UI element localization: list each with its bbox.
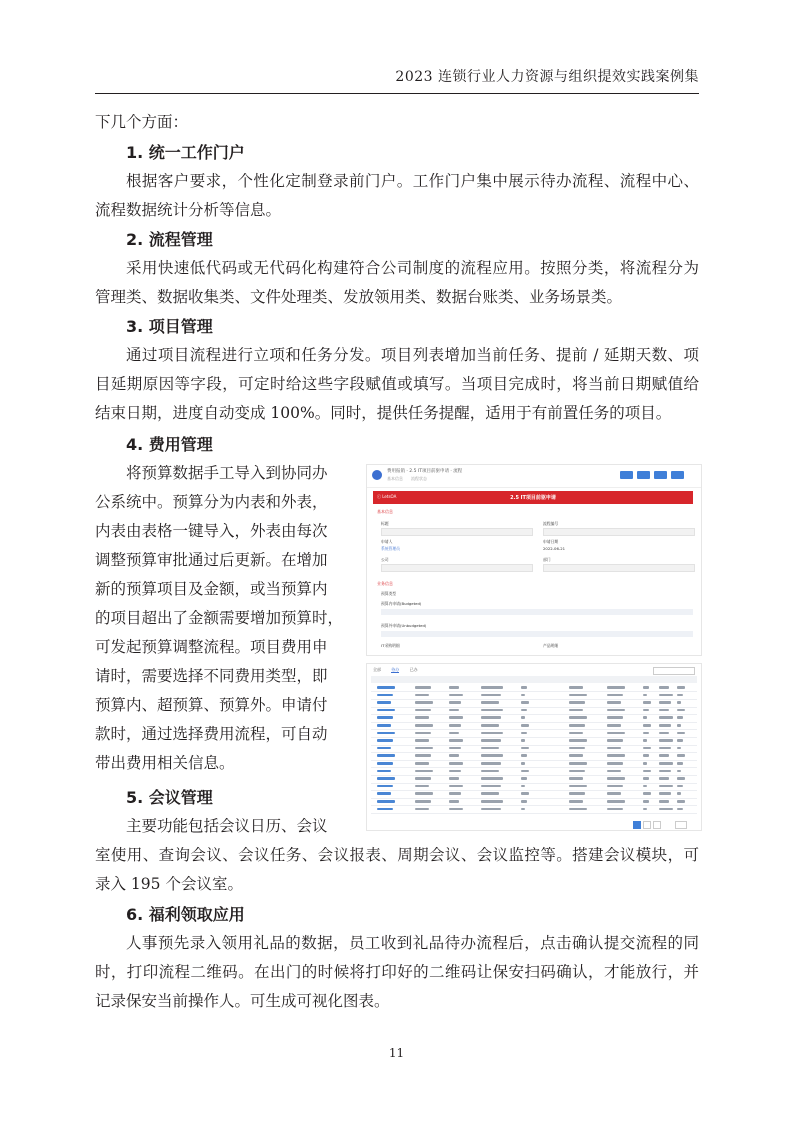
form-label: 部门 bbox=[543, 557, 551, 562]
body-4-line: 可发起预算调整流程。项目费用申 bbox=[95, 638, 328, 656]
toolbar-button bbox=[654, 471, 667, 479]
section-heading-1: 1. 统一工作门户 bbox=[126, 143, 245, 162]
form-label: 预算内申请(Budgeted) bbox=[381, 601, 422, 606]
section-body-5-rest: 室使用、查询会议、会议任务、会议报表、周期会议、会议监控等。搭建会议模块，可录入 195 个会议室。 bbox=[95, 846, 699, 893]
section-heading-2: 2. 流程管理 bbox=[126, 230, 213, 249]
list-pager bbox=[593, 821, 693, 827]
form-field bbox=[381, 564, 533, 572]
list-tab: 全部 bbox=[373, 667, 381, 672]
form-screenshot bbox=[366, 464, 702, 656]
body-4-line: 调整预算审批通过后更新。在增加 bbox=[95, 551, 328, 569]
form-label: 产品明细 bbox=[543, 643, 559, 648]
form-topbar bbox=[367, 465, 701, 488]
body-4-line: 内表由表格一键导入，外表由每次 bbox=[95, 522, 328, 540]
form-logo-text: ⓒ LetsOA bbox=[377, 494, 397, 499]
section-heading-5: 5. 会议管理 bbox=[126, 788, 213, 807]
form-label: 预算类型 bbox=[381, 591, 397, 596]
body-4-line: 预算内、超预算、预算外。申请付 bbox=[95, 696, 328, 714]
list-tab: 已办 bbox=[409, 667, 418, 672]
list-row bbox=[371, 806, 697, 814]
toolbar-button bbox=[620, 471, 633, 479]
table-header bbox=[381, 631, 693, 637]
body-4-line: 的项目超出了金额需要增加预算时， bbox=[95, 609, 344, 627]
list-tab-active: 待办 bbox=[391, 667, 400, 672]
body-4-line: 公系统中。预算分为内表和外表， bbox=[95, 493, 328, 511]
list-tabs bbox=[373, 667, 427, 673]
form-label: 标题 bbox=[381, 521, 389, 526]
body-4-line: 带出费用相关信息。 bbox=[95, 754, 235, 772]
body-4-line: 新的预算项目及金额，或当预算内 bbox=[95, 580, 328, 598]
form-label: 公司 bbox=[381, 557, 389, 562]
form-applicant: 系统管理员 bbox=[381, 546, 400, 551]
body-4-line: 请时，需要选择不同费用类型，即 bbox=[95, 667, 328, 685]
section-body-3: 通过项目流程进行立项和任务分发。项目列表增加当前任务、提前 / 延期天数、项目延期原因等字段，可定时给这些字段赋值或填写。当项目完成时，将当前日期赋值给结束日期，进度自动变成 100%。同时，提供任务提醒，适用于有前置任务的项目。 bbox=[95, 346, 699, 422]
form-field bbox=[543, 564, 695, 572]
app-logo-icon bbox=[372, 470, 382, 480]
form-title-bar bbox=[373, 491, 693, 504]
section-heading-4: 4. 费用管理 bbox=[126, 435, 213, 454]
form-title: 2.5 IT项目前驱申请 bbox=[510, 495, 556, 501]
body-4-line: 将预算数据手工导入到协同办 bbox=[126, 464, 328, 482]
form-label: 预算外申请(Unbudgeted) bbox=[381, 623, 427, 628]
pager-button bbox=[643, 821, 651, 829]
section-heading-3: 3. 项目管理 bbox=[126, 317, 213, 336]
form-label: IT采购明细 bbox=[381, 643, 400, 648]
list-table-header bbox=[371, 676, 697, 683]
toolbar-button bbox=[671, 471, 684, 479]
form-section-basic: 基本信息 bbox=[377, 509, 393, 514]
table-header bbox=[381, 609, 693, 615]
pager-button bbox=[653, 821, 661, 829]
section-body-6: 人事预先录入领用礼品的数据，员工收到礼品待办流程后，点击确认提交流程的同时，打印流程二维码。在出门的时候将打印好的二维码让保安扫码确认，才能放行，并记录保安当前操作人。可生成可视化图表。 bbox=[95, 934, 699, 1010]
form-field bbox=[381, 528, 533, 536]
section-body-5-first: 主要功能包括会议日历、会议 bbox=[126, 817, 328, 835]
pager-button bbox=[675, 821, 687, 829]
pager-current bbox=[633, 821, 641, 829]
section-body-2: 采用快速低代码或无代码化构建符合公司制度的流程应用。按照分类，将流程分为管理类、数据收集类、文件处理类、发放领用类、数据台账类、业务场景类。 bbox=[95, 259, 699, 306]
intro-line: 下几个方面： bbox=[95, 113, 189, 131]
page-number: 11 bbox=[388, 1046, 405, 1060]
toolbar-button bbox=[637, 471, 650, 479]
form-label: 流程编号 bbox=[543, 521, 559, 526]
running-header: 2023 连锁行业人力资源与组织提效实践案例集 bbox=[395, 69, 699, 85]
form-section-detail: 业务信息 bbox=[377, 581, 393, 586]
section-body-1: 根据客户要求，个性化定制登录前门户。工作门户集中展示待办流程、流程中心、流程数据统计分析等信息。 bbox=[95, 172, 699, 219]
list-search-box bbox=[653, 667, 695, 675]
section-heading-6: 6. 福利领取应用 bbox=[126, 905, 245, 924]
form-label: 申请人 bbox=[381, 539, 393, 544]
form-subnav: 基本信息 流程状态 bbox=[387, 476, 427, 481]
form-label: 申请日期 bbox=[543, 539, 559, 544]
body-4-line: 款时，通过选择费用流程，可自动 bbox=[95, 725, 328, 743]
form-field bbox=[543, 528, 695, 536]
header-rule bbox=[95, 93, 699, 94]
list-screenshot bbox=[366, 663, 702, 831]
form-breadcrumb: 费用报销 · 2.5 IT项目前驱申请 · 流程 bbox=[387, 469, 463, 474]
form-date: 2022-06-21 bbox=[543, 546, 566, 551]
